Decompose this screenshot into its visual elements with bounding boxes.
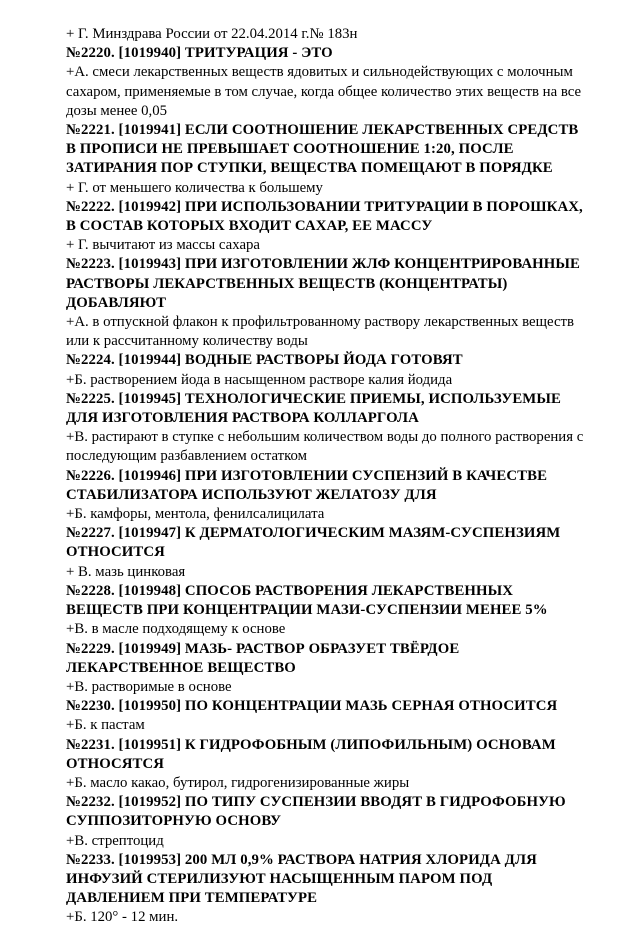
question-line: №2233. [1019953] 200 МЛ 0,9% РАСТВОРА НАТРИЯ ХЛОРИДА ДЛЯ ИНФУЗИЙ СТЕРИЛИЗУЮТ НАСЫЩЕННЫМ ПАРОМ ПОД ДАВЛЕНИЕМ ПРИ ТЕМПЕРАТУРЕ [66, 851, 537, 907]
answer-line: +Б. к пастам [66, 717, 145, 734]
question-line: №2222. [1019942] ПРИ ИСПОЛЬЗОВАНИИ ТРИТУРАЦИИ В ПОРОШКАХ, В СОСТАВ КОТОРЫХ ВХОДИТ САХАР, ЕЕ МАССУ [66, 198, 583, 235]
answer-line: + Г. от меньшего количества к большему [66, 179, 323, 196]
answer-line: +Б. масло какао, бутирол, гидрогенизированные жиры [66, 774, 410, 791]
question-line: №2231. [1019951] К ГИДРОФОБНЫМ (ЛИПОФИЛЬНЫМ) ОСНОВАМ ОТНОСЯТСЯ [66, 736, 556, 772]
answer-line: +В. в масле подходящему к основе [66, 621, 286, 638]
answer-line: + Г. вычитают из массы сахара [66, 237, 260, 254]
document-page [66, 25, 591, 928]
question-line: №2232. [1019952] ПО ТИПУ СУСПЕНЗИИ ВВОДЯТ В ГИДРОФОБНУЮ СУППОЗИТОРНУЮ ОСНОВУ [66, 794, 566, 830]
answer-line: +А. в отпускной флакон к профильтрованному раствору лекарственных веществ или к рассчитанному количеству воды [66, 314, 574, 350]
question-line: №2223. [1019943] ПРИ ИЗГОТОВЛЕНИИ ЖЛФ КОНЦЕНТРИРОВАННЫЕ РАСТВОРЫ ЛЕКАРСТВЕННЫХ ВЕЩЕСТВ (КОНЦЕНТРАТЫ) ДОБАВЛЯЮТ [66, 256, 581, 311]
answer-line: + Г. Минздрава России от 22.04.2014 г.№ 183н [66, 26, 358, 42]
question-line: №2229. [1019949] МАЗЬ- РАСТВОР ОБРАЗУЕТ ТВЁРДОЕ ЛЕКАРСТВЕННОЕ ВЕЩЕСТВО [66, 640, 460, 676]
answer-line: +Б. 120° - 12 мин. [66, 909, 179, 926]
question-line: №2224. [1019944] ВОДНЫЕ РАСТВОРЫ ЙОДА ГОТОВЯТ [66, 352, 463, 369]
question-line: №2225. [1019945] ТЕХНОЛОГИЧЕСКИЕ ПРИЕМЫ, ИСПОЛЬЗУЕМЫЕ ДЛЯ ИЗГОТОВЛЕНИЯ РАСТВОРА КОЛЛАРГОЛА [66, 390, 561, 427]
question-line: №2227. [1019947] К ДЕРМАТОЛОГИЧЕСКИМ МАЗЯМ-СУСПЕНЗИЯМ ОТНОСИТСЯ [66, 525, 561, 561]
answer-line: +В. растирают в ступке с небольшим количеством воды до полного растворения с последующим разбавлением остатком [66, 429, 584, 465]
question-line: №2220. [1019940] ТРИТУРАЦИЯ - ЭТО [66, 45, 333, 62]
answer-line: +Б. растворением йода в насыщенном растворе калия йодида [66, 371, 453, 388]
answer-line: +В. растворимые в основе [66, 678, 232, 695]
answer-line: +В. стрептоцид [66, 832, 164, 849]
answer-line: +А. смеси лекарственных веществ ядовитых и сильнодействующих с молочным сахаром, применяемые в том случае, когда общее количество этих веществ на все дозы менее 0,05 [66, 64, 582, 119]
question-line: №2230. [1019950] ПО КОНЦЕНТРАЦИИ МАЗЬ СЕРНАЯ ОТНОСИТСЯ [66, 698, 558, 715]
question-line: №2226. [1019946] ПРИ ИЗГОТОВЛЕНИИ СУСПЕНЗИЙ В КАЧЕСТВЕ СТАБИЛИЗАТОРА ИСПОЛЬЗУЮТ ЖЕЛАТОЗУ ДЛЯ [66, 467, 548, 503]
answer-line: +Б. камфоры, ментола, фенилсалицилата [66, 506, 325, 523]
question-line: №2228. [1019948] СПОСОБ РАСТВОРЕНИЯ ЛЕКАРСТВЕННЫХ ВЕЩЕСТВ ПРИ КОНЦЕНТРАЦИИ МАЗИ-СУСПЕНЗИИ МЕНЕЕ 5% [66, 582, 548, 619]
question-line: №2221. [1019941] ЕСЛИ СООТНОШЕНИЕ ЛЕКАРСТВЕННЫХ СРЕДСТВ В ПРОПИСИ НЕ ПРЕВЫШАЕТ СООТНОШЕНИЕ 1:20, ПОСЛЕ ЗАТИРАНИЯ ПОР СТУПКИ, ВЕЩЕСТВА ПОМЕЩАЮТ В ПОРЯДКЕ [66, 122, 579, 177]
answer-line: + В. мазь цинковая [66, 563, 186, 580]
